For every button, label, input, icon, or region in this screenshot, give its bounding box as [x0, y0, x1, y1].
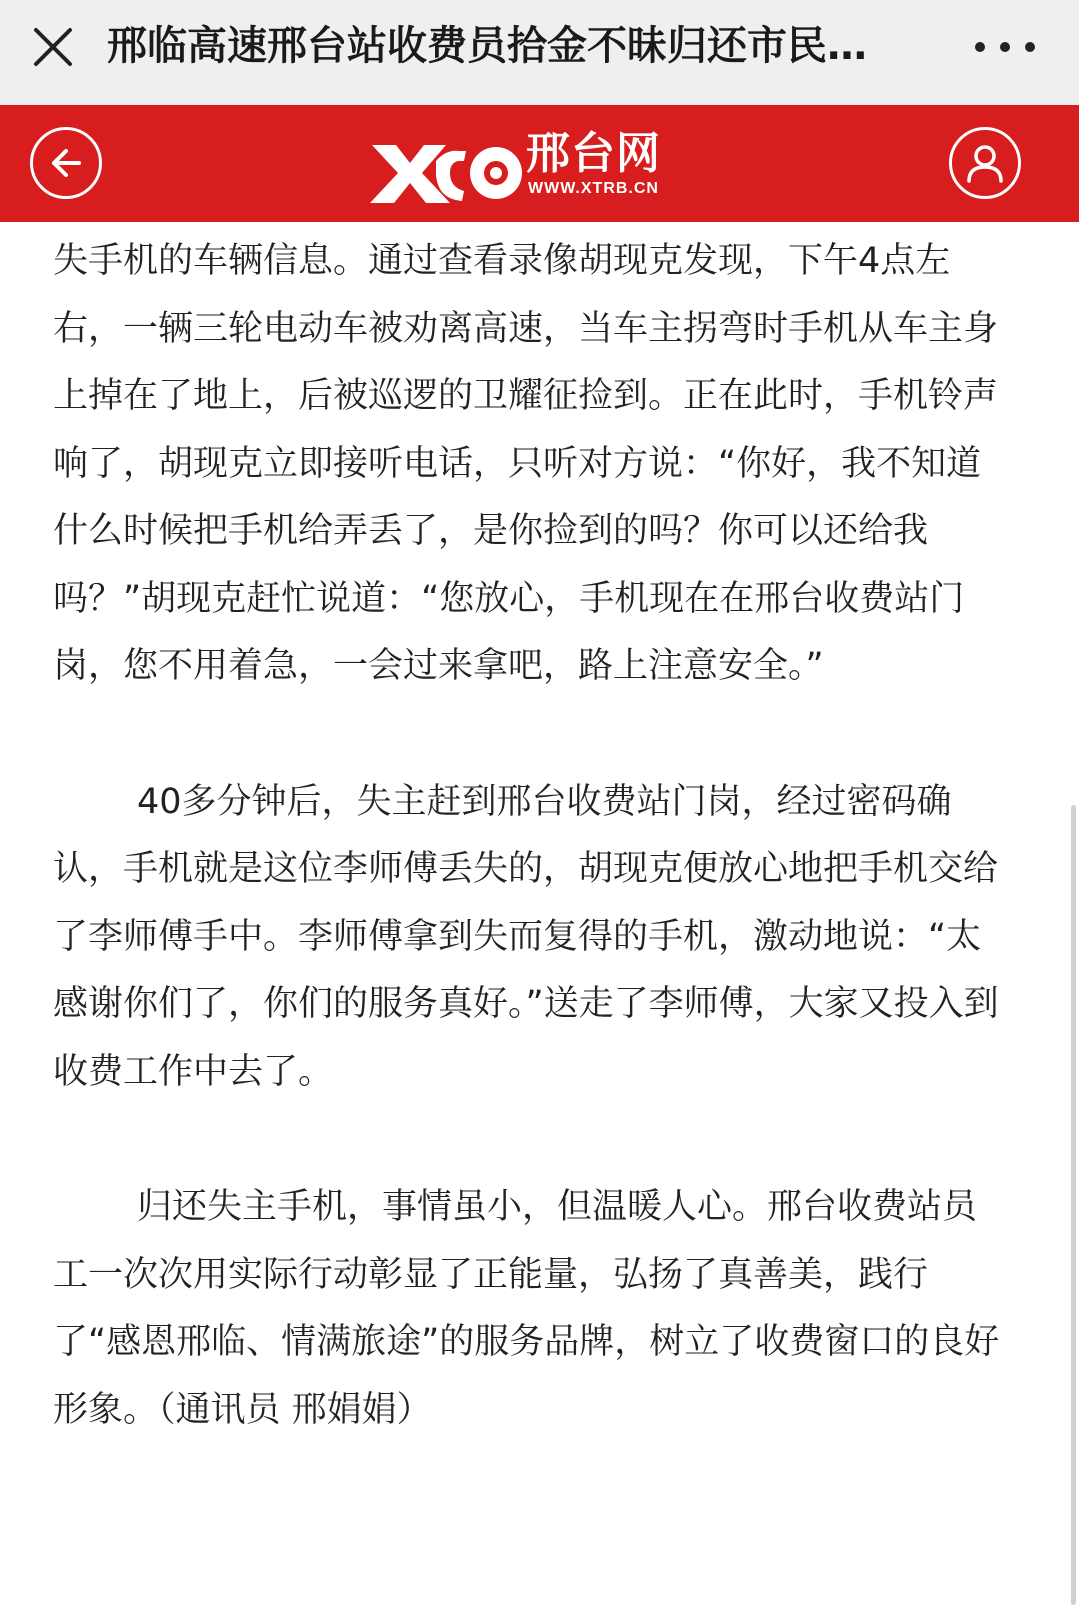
logo-text: 邢台网	[526, 128, 661, 179]
user-button[interactable]	[949, 127, 1021, 199]
back-arrow-icon	[46, 143, 86, 183]
paragraph-spacer	[53, 701, 1003, 769]
more-button[interactable]	[975, 30, 1035, 64]
article-paragraph: 40多分钟后，失主赶到邢台收费站门岗，经过密码确认，手机就是这位李师傅丢失的，胡现克便放心地把手机交给了李师傅手中。李师傅拿到失而复得的手机，激动地说：“太感谢你们了，你们的服务真好。”送走了李师傅，大家又投入到收费工作中去了。	[53, 781, 999, 1092]
close-icon	[28, 22, 78, 72]
more-icon-dot	[1025, 42, 1035, 52]
article-body	[53, 228, 1003, 1444]
more-icon-dot	[1000, 42, 1010, 52]
back-button[interactable]	[30, 127, 102, 199]
more-icon-dot	[975, 42, 985, 52]
user-icon	[963, 141, 1007, 185]
close-button[interactable]	[28, 22, 78, 72]
page-title: 邢临高速邢台站收费员拾金不昧归还市民…	[107, 23, 867, 69]
title-bar	[0, 0, 1079, 105]
site-header	[0, 105, 1079, 222]
article-paragraph: 失手机的车辆信息。通过查看录像胡现克发现，下午4点左右，一辆三轮电动车被劝离高速，当车主拐弯时手机从车主身上掉在了地上，后被巡逻的卫耀征捡到。正在此时，手机铃声响了，胡现克立即接听电话，只听对方说：“你好，我不知道什么时候把手机给弄丢了，是你捡到的吗？你可以还给我吗？”胡现克赶忙说道：“您放心，手机现在在邢台收费站门岗，您不用着急，一会过来拿吧，路上注意安全。”	[53, 241, 999, 686]
xtrb-logo-mark-icon	[366, 125, 526, 205]
article-paragraph: 归还失主手机，事情虽小，但温暖人心。邢台收费站员工一次次用实际行动彰显了正能量，弘扬了真善美，践行了“感恩邢临、情满旅途”的服务品牌，树立了收费窗口的良好形象。（通讯员 邢娟娟）	[53, 1187, 1000, 1430]
logo-url: WWW.XTRB.CN	[528, 180, 659, 197]
scrollbar[interactable]	[1071, 805, 1076, 1605]
site-logo[interactable]	[366, 125, 696, 205]
paragraph-spacer	[53, 1106, 1003, 1174]
